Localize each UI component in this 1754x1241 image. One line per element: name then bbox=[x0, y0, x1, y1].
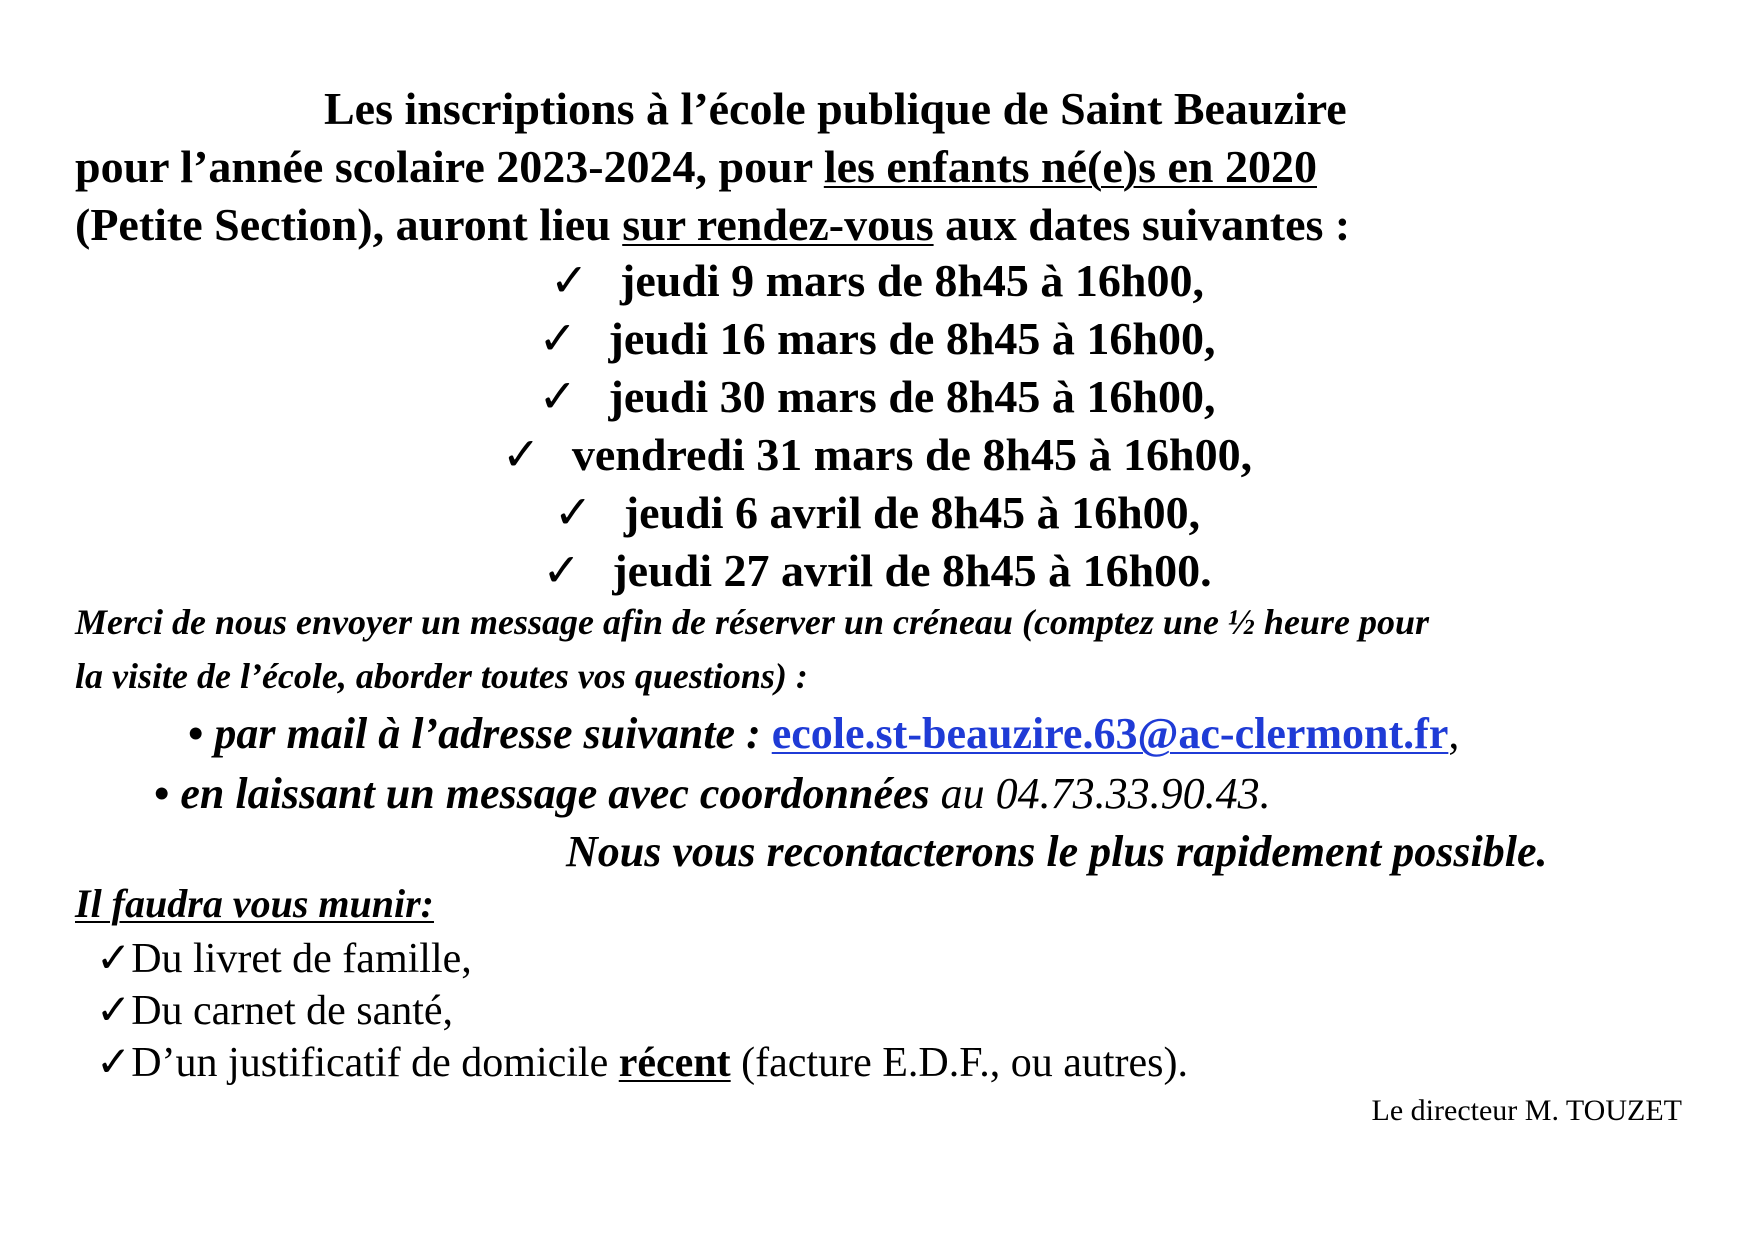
requirement-text: Du livret de famille, bbox=[131, 936, 472, 982]
date-item bbox=[0, 255, 1754, 306]
requirement-item bbox=[96, 938, 472, 980]
date-text: jeudi 30 mars de 8h45 à 16h00, bbox=[608, 371, 1216, 422]
date-text: vendredi 31 mars de 8h45 à 16h00, bbox=[571, 429, 1253, 480]
heading-appointment: sur rendez-vous bbox=[622, 199, 934, 250]
heading-line-3 bbox=[75, 199, 1351, 250]
email-link[interactable]: ecole.st-beauzire.63@ac-clermont.fr bbox=[771, 709, 1449, 758]
note-line-1: Merci de nous envoyer un message afin de réserver un créneau (comptez une ½ heure pour bbox=[75, 602, 1429, 642]
check-icon: ✓ bbox=[553, 487, 593, 538]
requirement-item bbox=[96, 1042, 1188, 1084]
requirements-title: Il faudra vous munir: bbox=[75, 881, 434, 926]
check-icon: ✓ bbox=[538, 371, 578, 422]
date-text: jeudi 6 avril de 8h45 à 16h00, bbox=[623, 487, 1201, 538]
date-item bbox=[0, 313, 1754, 364]
requirement-text-end: (facture E.D.F., ou autres). bbox=[730, 1040, 1188, 1086]
phone-prefix: en laissant un message avec coordonnées bbox=[169, 769, 930, 818]
date-item bbox=[0, 487, 1754, 538]
requirement-item bbox=[96, 990, 453, 1032]
heading-line-2-text: pour l’année scolaire 2023-2024, pour bbox=[75, 141, 824, 192]
heading-line-1: Les inscriptions à l’école publique de Saint Beauzire bbox=[324, 83, 1347, 134]
heading-line-2 bbox=[75, 141, 1317, 192]
callback-line: Nous vous recontacterons le plus rapidement possible. bbox=[566, 827, 1548, 876]
check-icon: ✓ bbox=[550, 255, 589, 306]
requirement-text: D’un justificatif de domicile bbox=[131, 1040, 619, 1086]
heading-children-2020: les enfants né(e)s en 2020 bbox=[823, 141, 1317, 192]
check-icon: ✓ bbox=[501, 429, 541, 480]
check-icon: ✓ bbox=[96, 988, 132, 1034]
date-text: jeudi 9 mars de 8h45 à 16h00, bbox=[620, 255, 1204, 306]
contact-email-line bbox=[188, 709, 1460, 758]
date-item bbox=[0, 371, 1754, 422]
phone-number: au 04.73.33.90.43. bbox=[929, 769, 1271, 818]
bullet-icon: • bbox=[188, 709, 204, 758]
check-icon: ✓ bbox=[96, 1040, 132, 1086]
date-item bbox=[0, 429, 1754, 480]
bullet-icon: • bbox=[154, 769, 170, 818]
heading-line-3-text: (Petite Section), auront lieu bbox=[75, 199, 623, 250]
date-item bbox=[0, 545, 1754, 596]
requirement-text: Du carnet de santé, bbox=[131, 988, 454, 1034]
email-prefix: par mail à l’adresse suivante : bbox=[203, 709, 772, 758]
email-suffix: , bbox=[1448, 709, 1460, 758]
heading-line-3-end: aux dates suivantes : bbox=[933, 199, 1351, 250]
check-icon: ✓ bbox=[538, 313, 578, 364]
check-icon: ✓ bbox=[96, 936, 132, 982]
check-icon: ✓ bbox=[542, 545, 581, 596]
requirement-recent: récent bbox=[618, 1040, 731, 1086]
note-line-2: la visite de l’école, aborder toutes vos questions) : bbox=[75, 656, 808, 696]
contact-phone-line bbox=[154, 769, 1271, 818]
date-text: jeudi 16 mars de 8h45 à 16h00, bbox=[608, 313, 1216, 364]
signature: Le directeur M. TOUZET bbox=[1371, 1094, 1682, 1127]
date-text: jeudi 27 avril de 8h45 à 16h00. bbox=[612, 545, 1212, 596]
